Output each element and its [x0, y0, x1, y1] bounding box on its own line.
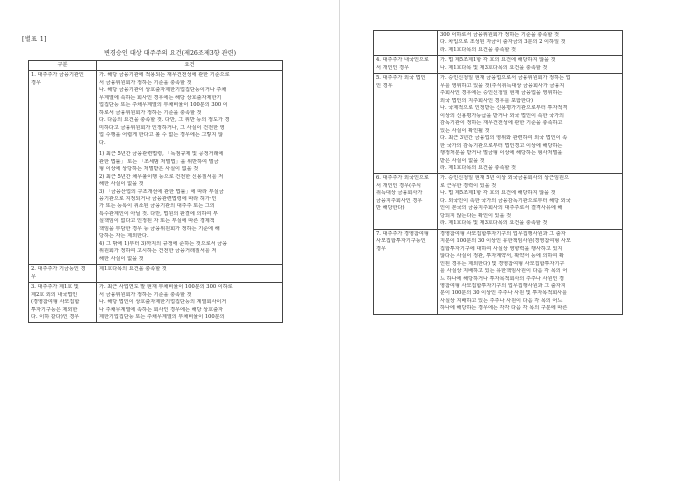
requirement-line: 나 주채무계열에 속하는 회사인 경우에는 해당 상호출자 [99, 306, 224, 313]
header-requirement: 요건 [97, 61, 283, 71]
category-line: 서 개인인 경우 [376, 64, 410, 71]
requirement-line: 2) 최근 5년간 채무불이행 등으로 건전한 신용질서를 저 [99, 173, 224, 180]
requirement-line: 해한 사실이 없을 것 [99, 255, 144, 262]
requirement-line: 가. 승인신청일 현재 금융업으로서 금융위원회가 정하는 업 [440, 75, 571, 82]
category-cell [374, 74, 438, 174]
requirement-line: 라. 제1호다목의 요건을 충족할 것 [440, 164, 516, 171]
category-cell [29, 283, 97, 323]
requirement-line: 를 사실상 지배하고 있는 유한책임사원이 다음 각 목의 어 [440, 268, 568, 275]
category-line: 5. 대주주가 외국 법인 [376, 75, 426, 82]
requirement-line: 지분이 100분의 30 이상인 유한책임사원(경영참여형 사모 [440, 238, 571, 245]
requirement-line: 다. 외국인이 속한 국가의 금융감독기관으로부터 해당 외국 [440, 197, 571, 204]
requirement-cell [438, 74, 623, 174]
category-cell [374, 174, 438, 229]
requirement-cell [438, 56, 623, 74]
right-row-5 [374, 229, 623, 314]
category-cell [374, 229, 438, 314]
requirement-line: 책임을 부담한 경우 등 금융위원회가 정하는 기준에 해 [99, 225, 220, 232]
requirement-cell [438, 174, 623, 229]
requirement-line: 업집단등 또는 주채무계열의 부채비율이 100분의 300 이 [99, 102, 228, 109]
requirement-line: 다. [99, 139, 106, 146]
requirement-line: 위원회가 정하여 고시하는 건전한 금융거래질서를 저 [99, 248, 217, 255]
left-row-1 [29, 71, 283, 265]
requirement-line: 나. 국제적으로 인정받는 신용평가기관으로부터 투자적격 [440, 105, 568, 112]
category-line: 경우 [31, 79, 41, 86]
requirement-line: 있는 사실이 확인될 것 [440, 127, 490, 134]
category-cell [29, 71, 97, 265]
requirement-line: 하나에 해당하는 경우에는 각각 다음 각 목의 구분에 따른 [440, 305, 568, 312]
requirement-line: 실책임이 없다고 인정된 자 또는 부실에 따른 경제적 [99, 218, 215, 225]
requirement-line: 3) 「금융산업의 구조개선에 관한 법률」에 따라 부실금 [99, 188, 224, 195]
requirement-line: 인된 경우는 제외한다) 및 경영참여형 사모집합투자기구 [440, 260, 565, 267]
requirement-line: 외국 법인의 지주회사인 경우를 포함한다) [440, 97, 533, 104]
requirement-line: 형 이상에 상당하는 처벌받은 사실이 없을 것 [99, 166, 199, 173]
category-line: 만 해당한다) [376, 205, 405, 212]
category-line: 사모집합투자기구등인 [376, 238, 426, 245]
requirement-cell [97, 71, 283, 265]
category-cell [29, 265, 97, 283]
requirement-line: 당하는 자는 제외한다. [99, 233, 149, 240]
requirements-table-left [28, 60, 283, 323]
left-row-2 [29, 265, 283, 283]
right-row-4 [374, 174, 623, 229]
category-line: 인 경우 [376, 82, 393, 89]
requirement-line: 나. 제1호다목 및 제3호다목의 요건을 충족할 것 [440, 64, 548, 71]
category-line: 경우 [376, 245, 386, 252]
category-line: 다. 이하 같다)인 경우 [31, 314, 80, 320]
requirement-line: 집합투자기구에 대하여 사실상 영향력을 행사하고 있지 [440, 245, 563, 252]
requirement-line: 관한 법률」 또는 「조세범 처벌법」을 위반하여 벌금 [99, 158, 219, 165]
document-title: 변경승인 대상 대주주의 요건(제26조제3항 관련) [103, 50, 237, 57]
requirement-line: 라. 제1호다목의 요건을 충족할 것 [440, 46, 516, 53]
requirement-line: 무를 영위하고 있을 것(주식취득대상 금융회사가 금융지 [440, 82, 565, 89]
requirement-line: 4) 그 밖에 1)부터 3)까지의 규정에 준하는 것으로서 금융 [99, 240, 228, 247]
category-line: 7. 대주주가 경영참여형 [376, 230, 429, 237]
requirement-line: 분이 100분의 30 이상인 주주나 사원 및 투자목적회사를 [440, 290, 568, 297]
requirement-line: 라. 제1호다목 및 제3호다목의 요건을 충족할 것 [440, 220, 548, 227]
requirement-line: 한 국가의 감독기관으로부터 법인경고 이상에 해당하는 [440, 142, 563, 149]
requirement-line: 가. 해당 금융기관에 적용되는 재무건전성에 관한 기준으로 [99, 72, 230, 79]
requirement-line: 나. 해당 법인이 상호출자제한기업집단등의 계열회사이거 [99, 299, 227, 306]
requirement-line: 서 금융위원회가 정하는 기준을 충족할 것 [99, 291, 192, 298]
category-line: 3. 대주주가 제1호 및 [31, 284, 79, 291]
requirement-line: 사실상 지배하고 있는 주주나 사원이 다음 각 목의 어느 [440, 297, 563, 304]
requirement-line: 다. 최근 3년간 금융업의 영위와 관련하여 외국 법인이 속 [440, 135, 568, 142]
requirement-line: 나. 법 제5조제1항 각 호의 요건에 해당하지 않을 것 [440, 190, 556, 197]
requirement-line: 제한기업집단등 또는 주채무계열의 부채비율이 100분의 [99, 314, 225, 320]
requirement-line: 가. 법 제5조제1항 각 호의 요건에 해당하지 않을 것 [440, 57, 556, 64]
requirement-line: 주회사인 경우에는 승인신청일 현재 금융업을 영위하는 [440, 90, 563, 97]
category-line: 6. 대주주가 외국인으로 [376, 175, 429, 182]
requirement-line: 가. 승인신청일 현재 5년 이상 외국금융회사의 상근임원으 [440, 175, 569, 182]
category-line: 1. 대주주가 금융기관인 [31, 72, 84, 79]
requirement-line: 감독기관이 정하는 재무건전성에 관한 기준을 충족하고 [440, 120, 563, 127]
header-category: 구분 [29, 61, 97, 71]
category-line: 4. 대주주가 내국인으로 [376, 57, 429, 64]
category-line: 서 개인인 경우(주식 [376, 182, 421, 189]
requirement-line: 다. 다음의 요건을 충족할 것. 다만, 그 위반 등의 정도가 경 [99, 117, 230, 124]
requirement-cell [97, 265, 283, 283]
category-line: 금융지주회사인 경우 [376, 197, 423, 204]
requirement-line: 가 또는 등록이 취소된 금융기관의 대주주 또는 그의 [99, 203, 215, 210]
right-page [340, 0, 680, 481]
category-line: 취득대상 금융회사가 [376, 190, 423, 197]
requirement-line: 받은 사실이 없을 것 [440, 157, 485, 164]
requirement-line: 나. 해당 금융기관이 상호출자제한기업집단등이거나 주채 [99, 87, 227, 94]
requirement-line: 무계열에 속하는 회사인 경우에는 해당 상호출자제한기 [99, 94, 222, 101]
requirement-line: 인이 본국의 금융지주회사의 대주주로서 결격사유에 해 [440, 205, 563, 212]
requirement-line: 가. 최근 사업연도 말 현재 부채비율이 100분의 300 이하로 [99, 284, 233, 291]
category-line: 제2호 외의 내국법인 [31, 291, 78, 298]
requirements-table-right [373, 30, 623, 315]
requirement-line: 융기관으로 지정되거나 금융관련법령에 따라 허가·인 [99, 195, 217, 202]
requirement-line: 다. 차입으로 조성된 자금이 출자금의 3분의 2 이하일 것 [440, 39, 566, 46]
category-line: 2. 대주주가 기금등인 경 [31, 266, 86, 273]
category-line: 우 [31, 273, 36, 280]
requirement-line: 행정처분을 받거나 벌금형 이상에 해당하는 형사처벌을 [440, 150, 563, 157]
requirement-line: 경영참여형 사모집합투자기구의 업무집행사원과 그 출자 [440, 230, 566, 237]
requirement-line: 하로서 금융위원회가 정하는 기준을 충족할 것 [99, 109, 202, 116]
category-cell [374, 56, 438, 74]
requirement-cell [438, 31, 623, 56]
requirement-line: 이상의 신용평가등급을 받거나 외국 법인이 속한 국가의 [440, 112, 565, 119]
requirement-line: 제1호다목의 요건을 충족할 것 [99, 266, 167, 273]
table-header-row [29, 61, 283, 71]
requirement-line: 1) 최근 5년간 금융관련법령, 「독점규제 및 공정거래에 [99, 151, 224, 158]
requirement-line: 미하다고 금융위원회가 인정하거나, 그 사실이 건전한 영 [99, 124, 225, 131]
left-row-3 [29, 283, 283, 323]
requirement-line: 서 금융위원회가 정하는 기준을 충족할 것 [99, 79, 192, 86]
category-line: 투자기구등은 제외한 [31, 306, 78, 313]
category-cell [374, 31, 438, 56]
requirement-line: 당되지 않는다는 확인이 있을 것 [440, 212, 512, 219]
appendix-label: [별표 1] [22, 36, 47, 43]
requirement-line: 느 하나에 해당하거나 투자목적회사의 주주나 사원인 경 [440, 275, 565, 282]
category-line: (경영참여형 사모집합 [31, 299, 80, 306]
requirement-line: 특수관계인이 아닐 것. 다만, 법원의 판결에 의하여 부 [99, 210, 218, 217]
requirement-line: 로 근무한 경력이 있을 것 [440, 182, 497, 189]
requirement-line: 업 수행을 어렵게 한다고 볼 수 없는 경우에는 그렇지 않 [99, 132, 223, 139]
requirement-line: 해한 사실이 없을 것 [99, 181, 144, 188]
requirement-line: 않다는 사실이 정관, 투자계약서, 확약서 등에 의하여 확 [440, 253, 564, 260]
requirement-cell [438, 229, 623, 314]
requirement-line: 영참여형 사모집합투자기구의 업무집행사원과 그 출자지 [440, 283, 566, 289]
right-row-1 [374, 31, 623, 56]
right-row-2 [374, 56, 623, 74]
requirement-cell [97, 283, 283, 323]
requirement-line: 300 이하로서 금융위원회가 정하는 기준을 충족할 것 [440, 32, 559, 38]
right-row-3 [374, 74, 623, 174]
